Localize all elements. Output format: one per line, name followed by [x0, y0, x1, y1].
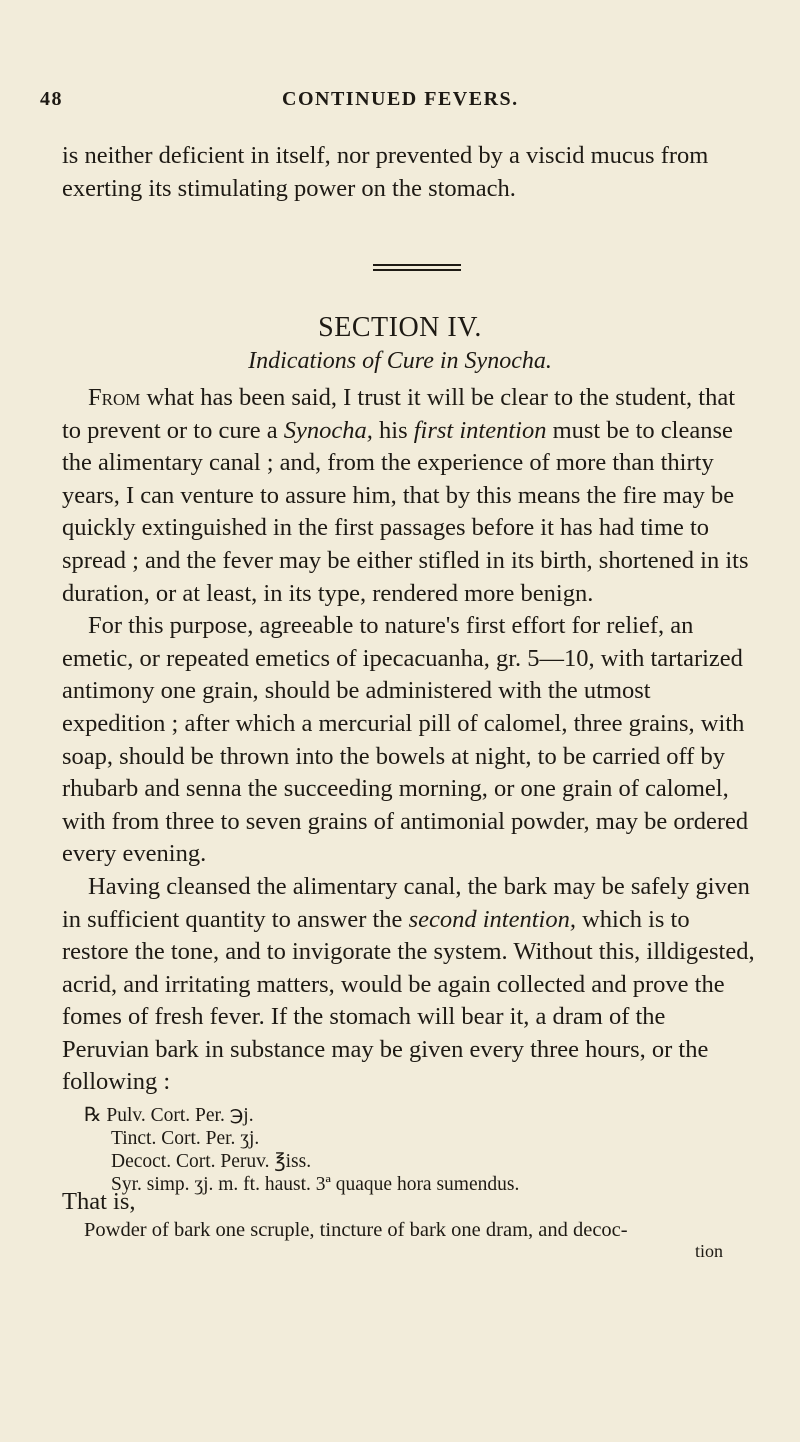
paragraph-3: Having cleansed the alimentary canal, the bark may be safely given in sufficient quantity to answer the second intention, which is to restore the tone, and to invigorate the system. Without this, illdigested, acrid, and irritating matters, would be again collected and prove the fomes of fresh fever. If the stomach will bear it, a dram of the Peruvian bark in substance may be given every three hours, or the following :: [62, 872, 755, 1096]
lead-word: From: [88, 384, 141, 411]
section-rule-top: [373, 264, 461, 266]
section-subtitle: Indications of Cure in Synocha.: [248, 348, 552, 374]
paragraph-1: From what has been said, I trust it will be clear to the student, that to prevent or to cure a Synocha, his first intention must be to cleanse the alimentary canal ; and, from the experience of more than thirty years, I can venture to assure him, that by this means the fire may be quickly extinguished in the first passages before it has had time to spread ; and the fever may be either stifled in its birth, shortened in its duration, or at least, in its type, rendered more benign.: [62, 384, 749, 607]
translation-line: Powder of bark one scruple, tincture of bark one dram, and decoc-: [84, 1219, 628, 1241]
prescription-line: Tinct. Cort. Per. ʒj.: [111, 1128, 260, 1149]
section-rule-bottom: [373, 269, 461, 271]
catchword: tion: [695, 1241, 724, 1261]
page-number: 48: [40, 88, 63, 110]
prescription-line: Decoct. Cort. Peruv. ℥iss.: [111, 1151, 312, 1172]
running-title: CONTINUED FEVERS.: [282, 88, 519, 110]
paragraph-2: For this purpose, agreeable to nature's first effort for relief, an emetic, or repeated emetics of ipecacuanha, gr. 5—10, with tartarized antimony one grain, should be administered with the utmost expedition ; after which a mercurial pill of calomel, three grains, with soap, should be thrown into the bowels at night, to be carried off by rhubarb and senna the succeeding morning, or one grain of calomel, with from three to seven grains of antimonial powder, may be ordered every evening.: [62, 612, 749, 868]
intro-text: is neither deficient in itself, nor prevented by a viscid mucus from exerting its stimulating power on the stomach.: [62, 142, 709, 202]
that-is-line: That is,: [62, 1188, 136, 1215]
prescription-line: Syr. simp. ʒj. m. ft. haust. 3ª quaque hora sumendus.: [111, 1174, 520, 1195]
section-title: SECTION IV.: [318, 312, 482, 343]
running-head: [40, 88, 740, 118]
prescription-line: ℞ Pulv. Cort. Per. ℈j.: [84, 1105, 254, 1126]
body-text: [62, 382, 757, 1099]
intro-paragraph: [62, 140, 757, 205]
prescription: [84, 1104, 764, 1196]
